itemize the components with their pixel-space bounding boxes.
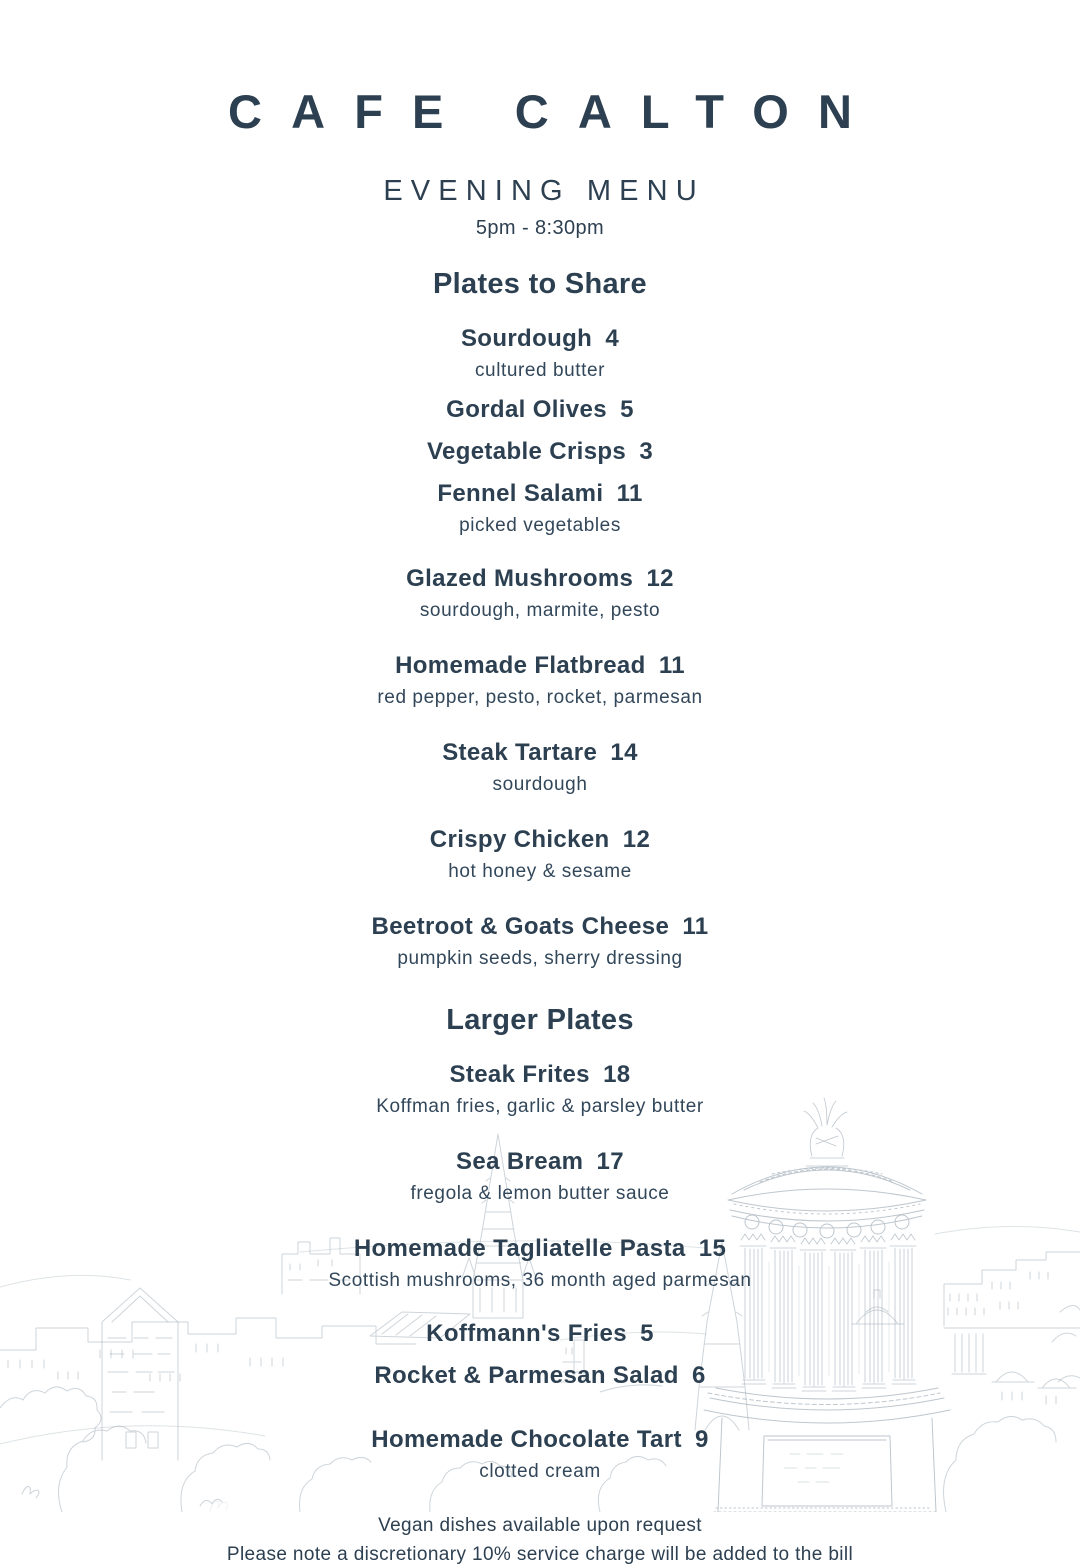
item-line bbox=[0, 739, 1080, 767]
menu-item bbox=[0, 325, 1080, 382]
vegan-note: Vegan dishes available upon request bbox=[378, 1515, 702, 1536]
item-line bbox=[0, 438, 1080, 466]
menu-item bbox=[0, 396, 1080, 424]
menu-item bbox=[0, 565, 1080, 622]
item-line bbox=[0, 396, 1080, 424]
menu-item bbox=[0, 826, 1080, 883]
item-price: 9 bbox=[695, 1426, 709, 1453]
item-price: 14 bbox=[610, 739, 638, 766]
item-name: Steak Tartare bbox=[442, 739, 598, 766]
item-description: clotted cream bbox=[479, 1461, 601, 1482]
item-description: cultured butter bbox=[474, 360, 605, 381]
item-name: Sea Bream bbox=[456, 1148, 584, 1175]
item-description: picked vegetables bbox=[459, 515, 621, 536]
item-line bbox=[0, 652, 1080, 680]
menu-section bbox=[0, 268, 1080, 970]
item-description: Koffman fries, garlic & parsley butter bbox=[376, 1096, 704, 1117]
menu-subtitle: EVENING MENU bbox=[383, 175, 705, 207]
item-price: 17 bbox=[596, 1148, 624, 1175]
item-line bbox=[0, 1362, 1080, 1390]
item-price: 11 bbox=[682, 913, 709, 940]
item-line bbox=[0, 1235, 1080, 1263]
item-price: 18 bbox=[603, 1061, 631, 1088]
item-name: Gordal Olives bbox=[446, 396, 607, 423]
item-name: Steak Frites bbox=[449, 1061, 590, 1088]
item-line bbox=[0, 1320, 1080, 1348]
item-price: 12 bbox=[622, 826, 651, 853]
section-groups bbox=[0, 325, 1080, 970]
item-description: fregola & lemon butter sauce bbox=[410, 1183, 670, 1204]
item-name: Homemade Flatbread bbox=[395, 652, 646, 679]
item-price: 6 bbox=[691, 1362, 706, 1389]
menu-item bbox=[0, 652, 1080, 709]
menu-item bbox=[0, 480, 1080, 537]
item-line bbox=[0, 480, 1080, 508]
item-price: 3 bbox=[639, 438, 654, 465]
footer-notes bbox=[0, 1515, 1080, 1566]
menu-item bbox=[0, 1426, 1080, 1483]
item-line bbox=[0, 1061, 1080, 1089]
item-description: red pepper, pesto, rocket, parmesan bbox=[377, 687, 703, 708]
menu-group bbox=[0, 1061, 1080, 1292]
item-name: Homemade Tagliatelle Pasta bbox=[353, 1235, 686, 1262]
item-name: Koffmann's Fries bbox=[426, 1320, 627, 1347]
restaurant-title: CAFE CALTON bbox=[228, 85, 882, 138]
item-name: Homemade Chocolate Tart bbox=[371, 1426, 682, 1453]
item-line bbox=[0, 1426, 1080, 1454]
item-name: Fennel Salami bbox=[437, 480, 604, 507]
menu-item bbox=[0, 438, 1080, 466]
item-description: pumpkin seeds, sherry dressing bbox=[397, 948, 683, 969]
item-line bbox=[0, 826, 1080, 854]
menu-hours: 5pm - 8:30pm bbox=[475, 217, 605, 239]
item-description: Scottish mushrooms, 36 month aged parmesan bbox=[328, 1270, 752, 1291]
item-price: 4 bbox=[605, 325, 620, 352]
menu-item bbox=[0, 1148, 1080, 1205]
item-name: Glazed Mushrooms bbox=[406, 565, 634, 592]
item-description: hot honey & sesame bbox=[448, 861, 632, 882]
item-price: 5 bbox=[640, 1320, 654, 1347]
section-title: Larger Plates bbox=[446, 1004, 634, 1036]
menu-item bbox=[0, 913, 1080, 970]
item-price: 15 bbox=[698, 1235, 727, 1262]
item-price: 12 bbox=[646, 565, 674, 592]
section-groups bbox=[0, 1061, 1080, 1483]
item-name: Crispy Chicken bbox=[429, 826, 610, 853]
menu-item bbox=[0, 1320, 1080, 1348]
menu-item bbox=[0, 1362, 1080, 1390]
menu-group bbox=[0, 565, 1080, 970]
menu-item bbox=[0, 739, 1080, 796]
item-price: 11 bbox=[658, 652, 685, 679]
item-name: Beetroot & Goats Cheese bbox=[371, 913, 670, 940]
item-name: Rocket & Parmesan Salad bbox=[374, 1362, 679, 1389]
menu-group bbox=[0, 325, 1080, 537]
service-charge-note: Please note a discretionary 10% service charge will be added to the bill bbox=[226, 1544, 854, 1565]
menu-item bbox=[0, 1061, 1080, 1118]
section-title: Plates to Share bbox=[433, 268, 647, 300]
item-description: sourdough, marmite, pesto bbox=[419, 600, 661, 621]
item-line bbox=[0, 565, 1080, 593]
item-name: Vegetable Crisps bbox=[426, 438, 627, 465]
item-description: sourdough bbox=[492, 774, 588, 795]
menu-group bbox=[0, 1426, 1080, 1483]
item-price: 11 bbox=[616, 480, 643, 507]
item-name: Sourdough bbox=[460, 325, 593, 352]
menu-item bbox=[0, 1235, 1080, 1292]
item-line bbox=[0, 1148, 1080, 1176]
item-line bbox=[0, 325, 1080, 353]
menu-group bbox=[0, 1320, 1080, 1390]
item-line bbox=[0, 913, 1080, 941]
menu-sections bbox=[0, 268, 1080, 1483]
item-price: 5 bbox=[620, 396, 634, 423]
menu-section bbox=[0, 1004, 1080, 1483]
